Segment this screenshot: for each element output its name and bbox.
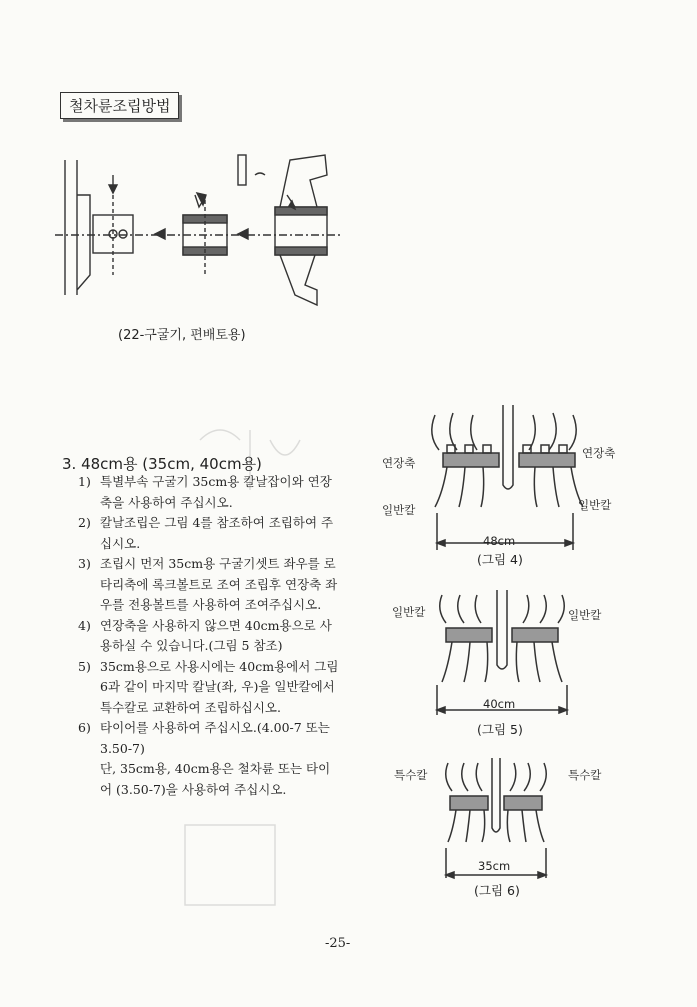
fig4-width-label: 48cm <box>483 534 516 548</box>
bleed-through-artifact-2 <box>175 815 295 915</box>
item-text: 타이어를 사용하여 주십시오.(4.00-7 또는 3.50-7) <box>100 720 330 756</box>
item-number: 2) <box>78 515 91 530</box>
fig5-left-label: 일반칼 <box>392 605 426 619</box>
instruction-note: 단, 35cm용, 40cm용은 철차륜 또는 타이어 (3.50-7)을 사용하여 주십시오. <box>100 761 331 797</box>
fig4-right-top-label: 연장축 <box>582 446 616 460</box>
instruction-list <box>78 472 340 800</box>
figure-4-diagram <box>425 405 585 550</box>
fig5-caption: (그림 5) <box>477 722 523 737</box>
fig6-width-label: 35cm <box>478 859 511 873</box>
fig4-right-bottom-label: 일반칼 <box>578 498 612 512</box>
fig6-caption: (그림 6) <box>474 883 520 898</box>
instruction-item <box>78 554 340 616</box>
assembly-diagram <box>55 145 345 315</box>
instruction-item <box>78 513 340 554</box>
fig4-caption: (그림 4) <box>477 552 523 567</box>
item-number: 3) <box>78 556 91 571</box>
fig5-right-label: 일반칼 <box>568 608 602 622</box>
page-number: -25- <box>325 936 351 951</box>
section-heading: 3. 48cm용 (35cm, 40cm용) <box>62 455 262 473</box>
fig4-left-top-label: 연장축 <box>382 456 416 470</box>
item-text: 칼날조립은 그림 4를 참조하여 조립하여 주십시오. <box>100 515 334 551</box>
top-figure-caption: (22-구굴기, 편배토용) <box>118 328 246 343</box>
item-number: 5) <box>78 658 91 674</box>
item-text: 연장축을 사용하지 않으면 40cm용으로 사용하실 수 있습니다.(그림 5 참조) <box>100 617 332 653</box>
item-number: 1) <box>78 474 91 489</box>
item-number: 6) <box>78 720 91 735</box>
instruction-item <box>78 718 340 759</box>
fig6-left-label: 특수칼 <box>394 768 428 782</box>
item-text: 특별부속 구굴기 35cm용 칼날잡이와 연장축을 사용하여 주십시오. <box>100 474 332 510</box>
section-title: 철차륜조립방법 <box>60 92 179 119</box>
fig5-width-label: 40cm <box>483 697 516 711</box>
instruction-item <box>78 616 340 657</box>
instruction-item <box>78 657 340 719</box>
item-number: 4) <box>78 617 91 633</box>
item-text: 35cm용으로 사용시에는 40cm용에서 그림 6과 같이 마지막 칼날(좌, 우)을 일반칼에서 특수칼로 교환하여 조립하십시오. <box>100 658 339 715</box>
item-text: 조립시 먼저 35cm용 구굴기셋트 좌우를 로타리축에 록크볼트로 조여 조립후 연장축 좌우를 전용볼트를 사용하여 조여주십시오. <box>100 556 338 612</box>
instruction-item <box>78 472 340 513</box>
fig4-left-bottom-label: 일반칼 <box>382 503 416 517</box>
fig6-right-label: 특수칼 <box>568 768 602 782</box>
